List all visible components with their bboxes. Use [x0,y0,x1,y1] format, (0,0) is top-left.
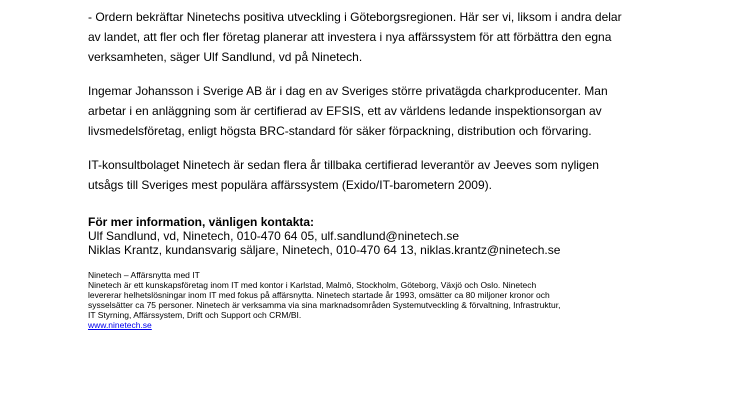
paragraph-line: utsågs till Sveriges mest populära affärssystem (Exido/IT-barometern 2009). [88,178,492,192]
paragraph-quote [88,7,688,67]
paragraph-ninetech [88,155,688,195]
company-boilerplate [88,270,560,330]
contact-heading: För mer information, vänligen kontakta: [88,215,315,229]
paragraph-line: IT-konsultbolaget Ninetech är sedan flera år tillbaka certifierad leverantör av Jeeves som nyligen [88,158,599,172]
boilerplate-line: Ninetech är ett kunskapsföretag inom IT med kontor i Karlstad, Malmö, Stockholm, Göteborg, Växjö och Oslo. Ninetech [88,280,537,290]
contact-block [88,215,560,257]
paragraph-line: - Ordern bekräftar Ninetechs positiva utveckling i Göteborgsregionen. Här ser vi, liksom i andra delar [88,10,622,24]
contact-row: Niklas Krantz, kundansvarig säljare, Ninetech, 010-470 64 13, niklas.krantz@ninetech.se [88,243,561,257]
paragraph-line: arbetar i en anläggning som är certifierad av EFSIS, ett av världens ledande inspektionsorgan av [88,104,602,118]
website-link[interactable]: www.ninetech.se [88,320,152,330]
paragraph-customer [88,81,688,141]
paragraph-line: livsmedelsföretag, enligt högsta BRC-standard för säker förpackning, distribution och förvaring. [88,124,592,138]
boilerplate-line: levererar helhetslösningar inom IT med fokus på affärsnytta. Ninetech startade år 1993, omsätter ca 80 miljoner kronor och [88,290,550,300]
boilerplate-title: Ninetech – Affärsnytta med IT [88,270,200,280]
boilerplate-link-row [88,320,560,330]
contact-row: Ulf Sandlund, vd, Ninetech, 010-470 64 05, ulf.sandlund@ninetech.se [88,229,460,243]
paragraph-line: verksamheten, säger Ulf Sandlund, vd på Ninetech. [88,50,363,64]
boilerplate-line: IT Styrning, Affärssystem, Drift och Support och CRM/BI. [88,310,302,320]
boilerplate-line: sysselsätter ca 75 personer. Ninetech är verksamma via sina marknadsområden Systemutveckling & förvaltning, Infrastruktur, [88,300,561,310]
paragraph-line: av landet, att fler och fler företag planerar att investera i nya affärssystem för att förbättra den egna [88,30,612,44]
paragraph-line: Ingemar Johansson i Sverige AB är i dag en av Sveriges större privatägda charkproducenter. Man [88,84,608,98]
